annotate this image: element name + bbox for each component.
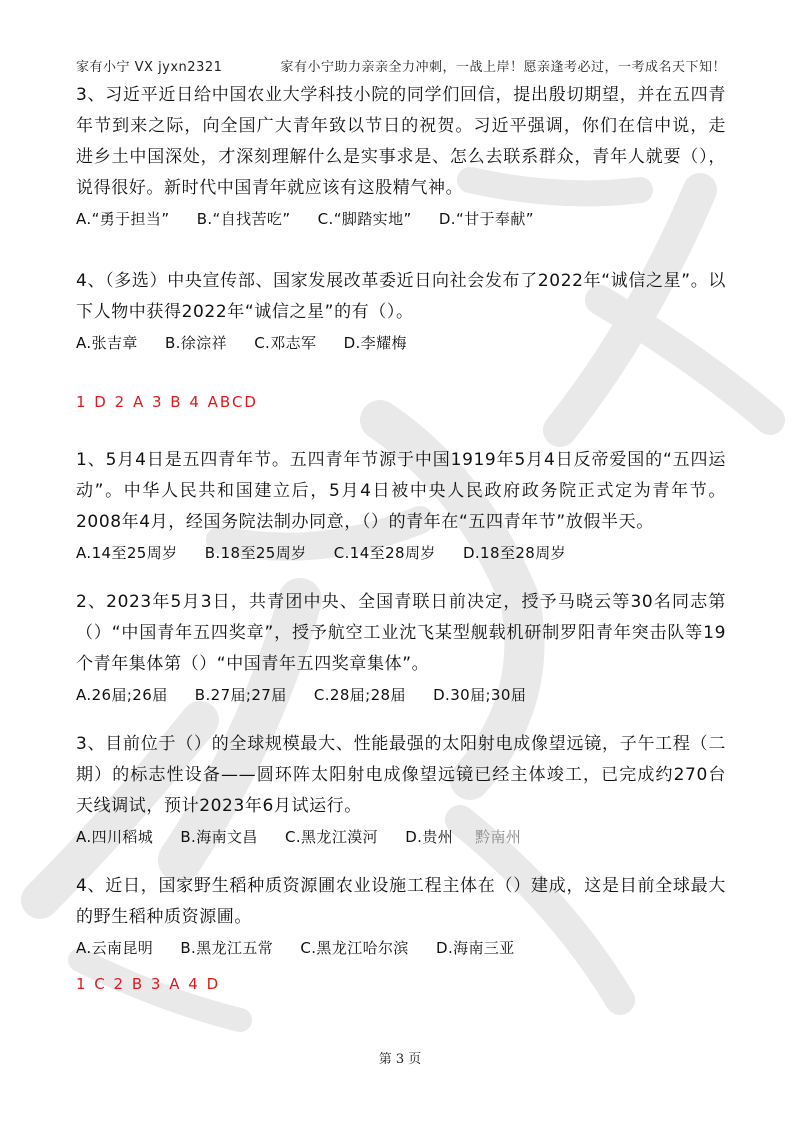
option-c: C.“脚踏实地”: [317, 210, 412, 228]
question-text: 3、目前位于（）的全球规模最大、性能最强的太阳射电成像望远镜，子午工程（二期）的标志性设备——圆环阵太阳射电成像望远镜已经主体竣工，已完成约270台天线调试，预计2023年6月试运行。: [76, 734, 726, 816]
option-c: C.14至28周岁: [333, 544, 436, 562]
page-number: 第 3 页: [378, 1052, 422, 1067]
options-row: [76, 680, 726, 711]
option-c: C.28届;28届: [313, 686, 406, 704]
question-text: 4、（多选）中央宣传部、国家发展改革委近日向社会发布了2022年“诚信之星”。以下人物中获得2022年“诚信之星”的有（）。: [76, 271, 726, 322]
option-b: B.27届;27届: [194, 686, 287, 704]
question-block-2-q2: [76, 587, 726, 711]
option-d: D.海南三亚: [436, 939, 515, 957]
option-a: A.云南昆明: [76, 939, 154, 957]
option-d: D.30届;30届: [433, 686, 527, 704]
option-c: C.黑龙江哈尔滨: [300, 939, 409, 957]
option-d: [405, 828, 521, 846]
question-block-2-q3: [76, 729, 726, 853]
option-b: B.黑龙江五常: [180, 939, 274, 957]
page-content: [76, 80, 726, 996]
option-b: B.“自找苦吃”: [196, 210, 291, 228]
page-header: [76, 56, 726, 75]
options-row: [76, 538, 726, 569]
option-d-grey: 黔南州: [475, 828, 522, 846]
option-d: D.18至28周岁: [462, 544, 567, 562]
question-block-2-q4: [76, 871, 726, 964]
option-a: A.26届;26届: [76, 686, 168, 704]
option-b: B.海南文昌: [180, 828, 258, 846]
header-left: 家有小宁 VX jyxn2321: [76, 60, 223, 75]
option-c: C.邓志军: [254, 334, 317, 352]
question-text: 4、近日，国家野生稻种质资源圃农业设施工程主体在（）建成，这是目前全球最大的野生稻种质资源圃。: [76, 876, 726, 927]
option-b: B.18至25周岁: [204, 544, 307, 562]
answer-key-1: 1 D 2 A 3 B 4 ABCD: [76, 393, 258, 411]
option-a: A.14至25周岁: [76, 544, 178, 562]
option-a: A.张吉章: [76, 334, 138, 352]
options-row: [76, 328, 726, 359]
question-block-2-q1: [76, 445, 726, 569]
options-row: [76, 933, 726, 964]
option-d: D.“甘于奉献”: [438, 210, 534, 228]
option-d-main: D.贵州: [405, 828, 454, 846]
question-text: 3、习近平近日给中国农业大学科技小院的同学们回信，提出殷切期望，并在五四青年节到来之际，向全国广大青年致以节日的祝贺。习近平强调，你们在信中说，走进乡土中国深处，才深刻理解什么是实事求是、怎么去联系群众，青年人就要（），说得很好。新时代中国青年就应该有这股精气神。: [76, 85, 726, 198]
option-a: A.“勇于担当”: [76, 210, 170, 228]
question-block-1-q3: [76, 80, 726, 235]
option-a: A.四川稻城: [76, 828, 154, 846]
header-right: 家有小宁助力亲亲全力冲刺，一战上岸！愿亲逢考必过，一考成名天下知！: [280, 60, 726, 75]
options-row: [76, 822, 726, 853]
option-b: B.徐淙祥: [164, 334, 228, 352]
option-d: D.李耀梅: [343, 334, 407, 352]
question-text: 2、2023年5月3日，共青团中央、全国青联日前决定，授予马晓云等30名同志第（）“中国青年五四奖章”，授予航空工业沈飞某型舰载机研制罗阳青年突击队等19个青年集体第（）“中国青年五四奖章集体”。: [76, 592, 726, 674]
question-block-1-q4: [76, 266, 726, 359]
options-row: [76, 204, 726, 235]
question-text: 1、5月4日是五四青年节。五四青年节源于中国1919年5月4日反帝爱国的“五四运动”。中华人民共和国建立后，5月4日被中央人民政府政务院正式定为青年节。2008年4月，经国务院法制办同意，（）的青年在“五四青年节”放假半天。: [76, 450, 726, 532]
option-c: C.黑龙江漠河: [284, 828, 379, 846]
answer-key-2: 1 C 2 B 3 A 4 D: [76, 975, 221, 993]
